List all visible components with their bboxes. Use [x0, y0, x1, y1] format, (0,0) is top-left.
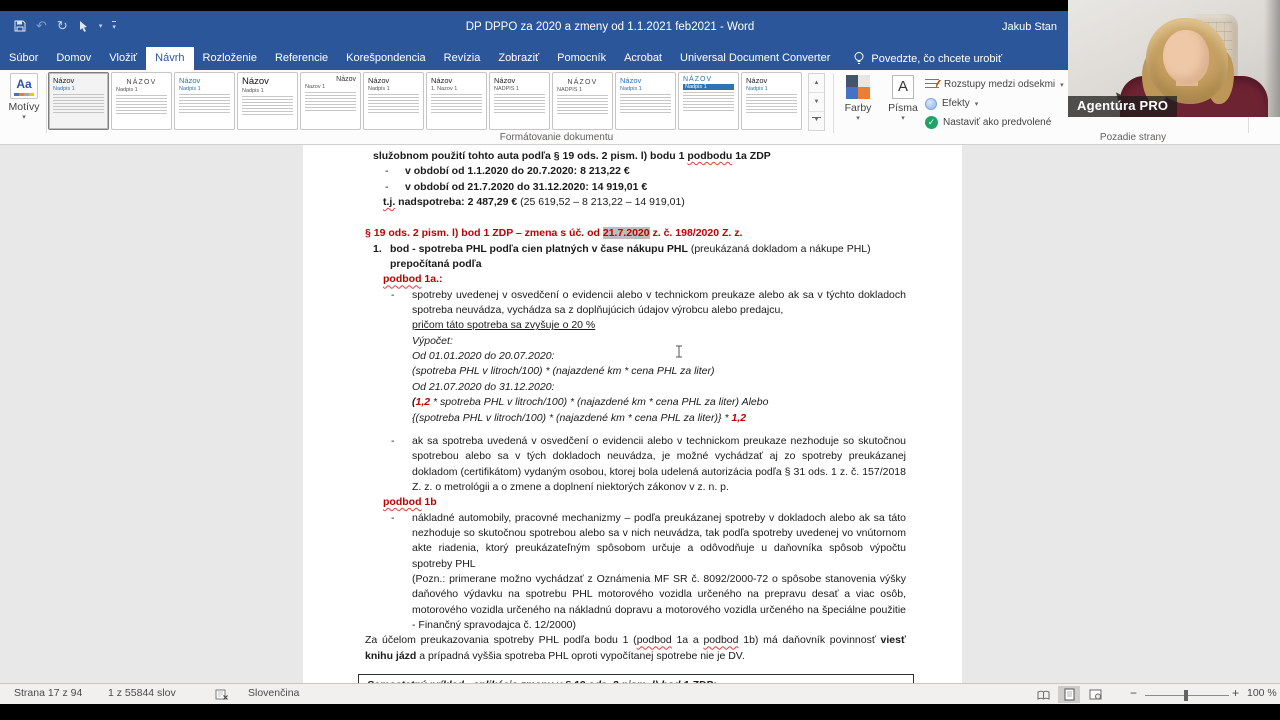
- paragraph[interactable]: (1,2 * spotreba PHL v litroch/100) * (najazdené km * cena PHL za liter) Alebo: [412, 396, 769, 409]
- style-thumbnail[interactable]: Názov Nadpis 1: [174, 72, 235, 130]
- print-layout-icon: [1064, 688, 1075, 701]
- save-icon[interactable]: [14, 20, 26, 32]
- paragraph[interactable]: - ak sa spotreba uvedená v osvedčení o evidencii alebo v technickom preukaze nezhoduje so skutočnou spotrebou alebo sa v tých dokladoch neuvádza, je možné vychádzať aj zo spotreby preukázanej dokladom (certifikátom) vydaným osobou, ktorej bola udelená autorizácia podľa § 31 ods. 1 z. č. 157/2018 Z. z. o metrológii a o zmene a doplnení niektorých zákonov v z. n. p.: [391, 434, 906, 493]
- paragraph-spacing-icon: [925, 79, 939, 90]
- checkmark-icon: ✓: [925, 116, 938, 129]
- document-viewport[interactable]: [0, 145, 1280, 683]
- customize-quick-access-icon[interactable]: ▾: [112, 21, 116, 31]
- document-page[interactable]: [303, 145, 962, 683]
- chevron-down-icon: ▾: [856, 115, 860, 122]
- paragraph[interactable]: - spotreby uvedenej v osvedčení o evidencii alebo v technickom preukaze alebo ak sa v týchto dokladoch spotreba neuvádza, vychádza sa z doplňujúcich údajov výrobcu alebo predajcu,: [391, 288, 906, 317]
- tab-domov[interactable]: Domov: [56, 52, 92, 64]
- paragraph[interactable]: {(spotreba PHL v litroch/100) * (najazdené km * cena PHL za liter)} * 1,2: [412, 411, 747, 424]
- page-indicator[interactable]: Strana 17 z 94: [14, 687, 83, 699]
- web-layout-icon: [1089, 689, 1102, 700]
- chevron-down-icon: ▾: [22, 114, 26, 121]
- signed-in-user[interactable]: Jakub Stan: [1002, 21, 1058, 33]
- webcam-caption: Agentúra PRO: [1068, 96, 1177, 117]
- gallery-scroll-down-icon[interactable]: ▼: [809, 93, 824, 112]
- proofing-error-icon[interactable]: [215, 689, 229, 701]
- tab-s-bor[interactable]: Súbor: [9, 52, 39, 64]
- tab-pomocn-k[interactable]: Pomocník: [557, 52, 607, 64]
- style-thumbnail[interactable]: Názov 1. Nazov 1: [426, 72, 487, 130]
- read-mode-button[interactable]: [1032, 686, 1054, 703]
- zoom-slider-thumb[interactable]: [1184, 690, 1188, 701]
- paragraph[interactable]: (Pozn.: primerane možno vychádzať z Oznámenia MF SR č. 8092/2000-72 o spôsobe stanovenia výšky daňového výdavku na spotrebu PHL motorového vozidla určeného na prepravu desať a viac osôb, motorového vozidla určeného na nákladnú dopravu a motorového vozidla určeného na špeciálne použitie - Finančný spravodajca č. 12/2000): [412, 572, 906, 631]
- paragraph[interactable]: prepočítaná podľa: [390, 258, 482, 271]
- colors-icon: [846, 75, 870, 99]
- zoom-level[interactable]: 100 %: [1247, 687, 1277, 699]
- tell-me-label: Povedzte, čo chcete urobiť: [871, 52, 1003, 65]
- style-thumbnail[interactable]: Názov Nadpis 1: [48, 72, 109, 130]
- paragraph[interactable]: - nákladné automobily, pracovné mechanizmy – podľa preukázanej spotreby v dokladoch alebo ak sa táto nezhoduje so skutočnou spotrebou alebo sa v nich neuvádza, tak podľa spotreby uvedenej vo vnútornom akte riadenia, ktorý preukázateľným spôsobom určuje a odôvodňuje u daňovníka spôsob výpočtu spotreby PHL: [391, 511, 906, 570]
- paragraph[interactable]: - v období od 21.7.2020 do 31.12.2020: 14 919,01 €: [385, 180, 648, 193]
- gallery-more-icon[interactable]: ▼: [813, 117, 820, 123]
- paragraph[interactable]: § 19 ods. 2 pism. l) bod 1 ZDP – zmena s úč. od 21.7.2020 z. č. 198/2020 Z. z.: [365, 227, 743, 240]
- tell-me-box[interactable]: [853, 47, 1002, 70]
- paragraph[interactable]: podbod 1b: [383, 496, 437, 509]
- style-thumbnail[interactable]: Názov Nadpis 1: [615, 72, 676, 130]
- tab-acrobat[interactable]: Acrobat: [624, 52, 662, 64]
- gallery-scroll: [808, 73, 825, 131]
- touch-mode-caret-icon[interactable]: ▾: [98, 23, 103, 30]
- style-thumbnail[interactable]: Názov Nazov 1: [300, 72, 361, 130]
- tab-referencie[interactable]: Referencie: [274, 52, 329, 64]
- paragraph[interactable]: pričom táto spotreba sa zvyšuje o 20 %: [412, 319, 596, 332]
- group-label-page-background: Pozadie strany: [1099, 132, 1167, 143]
- print-layout-button[interactable]: [1058, 686, 1080, 703]
- window-title: DP DPPO za 2020 a zmeny od 1.1.2021 feb2021 - Word: [465, 21, 755, 33]
- person-face: [1163, 30, 1209, 84]
- paragraph[interactable]: Za účelom preukazovania spotreby PHL podľa bodu 1 (podbod 1a a podbod 1b) má daňovník povinnosť viesť knihu jázd a prípadná vyššia spotreba PHL oproti vypočítanej spotrebe nie je DV.: [365, 634, 906, 662]
- group-separator: [46, 73, 47, 133]
- web-layout-button[interactable]: [1084, 686, 1106, 703]
- themes-button[interactable]: [3, 72, 45, 138]
- paragraph[interactable]: Od 01.01.2020 do 20.07.2020:: [412, 350, 555, 363]
- style-gallery: [48, 72, 802, 130]
- read-mode-icon: [1037, 690, 1050, 700]
- style-thumbnail[interactable]: Názov Nadpis 1: [237, 72, 298, 130]
- style-thumbnail[interactable]: Názov Nadpis 1: [741, 72, 802, 130]
- text-cursor: [675, 345, 683, 358]
- undo-icon[interactable]: ↶: [36, 18, 47, 33]
- tab-rev-zia[interactable]: Revízia: [443, 52, 481, 64]
- fonts-label: Písma: [888, 102, 918, 114]
- themes-label: Motívy: [8, 101, 40, 113]
- style-thumbnail[interactable]: NÁZOV NADPIS 1: [552, 72, 613, 130]
- effects-button[interactable]: [925, 94, 1065, 113]
- paragraph[interactable]: - v období od 1.1.2020 do 20.7.2020: 8 213,22 €: [385, 165, 630, 178]
- tab-kore-pondencia[interactable]: Korešpondencia: [346, 52, 426, 64]
- set-as-default-button[interactable]: [925, 113, 1065, 132]
- paragraph[interactable]: t.j. nadspotreba: 2 487,29 € (25 619,52 – 8 213,22 – 14 919,01): [383, 196, 685, 209]
- paragraph[interactable]: podbod 1a.:: [383, 273, 443, 286]
- redo-icon[interactable]: ↻: [56, 18, 68, 33]
- tab-zobrazi-[interactable]: Zobraziť: [498, 52, 540, 64]
- tab-universal-document-converter[interactable]: Universal Document Converter: [680, 52, 831, 64]
- paragraph-spacing-button[interactable]: [925, 75, 1065, 94]
- paragraph[interactable]: (spotreba PHL v litroch/100) * (najazdené km * cena PHL za liter): [412, 365, 715, 378]
- colors-label: Farby: [844, 102, 872, 114]
- tab-n-vrh[interactable]: Návrh: [146, 47, 193, 70]
- effects-icon: [925, 98, 937, 110]
- chevron-down-icon: ▾: [974, 100, 979, 108]
- word-count[interactable]: 1 z 55844 slov: [108, 687, 176, 699]
- group-separator: [833, 73, 834, 133]
- chevron-down-icon: ▾: [901, 115, 905, 122]
- zoom-in-button[interactable]: +: [1232, 686, 1240, 700]
- effects-label: Efekty: [942, 98, 970, 109]
- lightbulb-icon: [853, 51, 865, 66]
- paragraph-spacing-label: Rozstupy medzi odsekmi: [944, 79, 1056, 90]
- set-as-default-label: Nastaviť ako predvolené: [943, 117, 1052, 128]
- paragraph[interactable]: 1. bod - spotreba PHL podľa cien platných v čase nákupu PHL (preukázaná dokladom a nákupe PHL): [373, 242, 871, 255]
- paragraph[interactable]: služobnom použití tohto auta podľa § 19 ods. 2 pism. l) bodu 1 podbodu 1a ZDP: [373, 150, 771, 162]
- fonts-button[interactable]: [882, 73, 924, 122]
- document-content[interactable]: [303, 149, 962, 706]
- quick-access-toolbar: [14, 19, 116, 33]
- touch-mode-icon[interactable]: [78, 20, 89, 32]
- paragraph[interactable]: Od 21.07.2020 do 31.12.2020:: [412, 380, 555, 393]
- style-thumbnail[interactable]: Názov Nadpis 1: [363, 72, 424, 130]
- status-bar: [0, 683, 1280, 704]
- language-indicator[interactable]: Slovenčina: [248, 687, 300, 699]
- style-thumbnail[interactable]: NÁZOV Nadpis 1: [678, 72, 739, 130]
- tab-rozlo-enie[interactable]: Rozloženie: [202, 52, 257, 64]
- group-label-document-formatting: Formátovanie dokumentu: [499, 132, 614, 143]
- chevron-down-icon: ▾: [1060, 81, 1064, 89]
- webcam-overlay: [1068, 0, 1280, 117]
- style-thumbnail[interactable]: NÁZOV Nadpis 1: [111, 72, 172, 130]
- gallery-scroll-up-icon[interactable]: ▲: [809, 74, 824, 93]
- paragraph[interactable]: Výpočet:: [412, 334, 453, 347]
- fonts-icon: A: [892, 75, 914, 99]
- style-thumbnail[interactable]: Názov NADPIS 1: [489, 72, 550, 130]
- letterbox-bottom: [0, 704, 1280, 720]
- colors-button[interactable]: [836, 73, 880, 122]
- themes-icon: Aa: [10, 73, 38, 99]
- document-formatting-extras: [925, 75, 1065, 132]
- tab-vlo-i-[interactable]: Vložiť: [109, 52, 138, 64]
- zoom-out-button[interactable]: −: [1130, 686, 1138, 700]
